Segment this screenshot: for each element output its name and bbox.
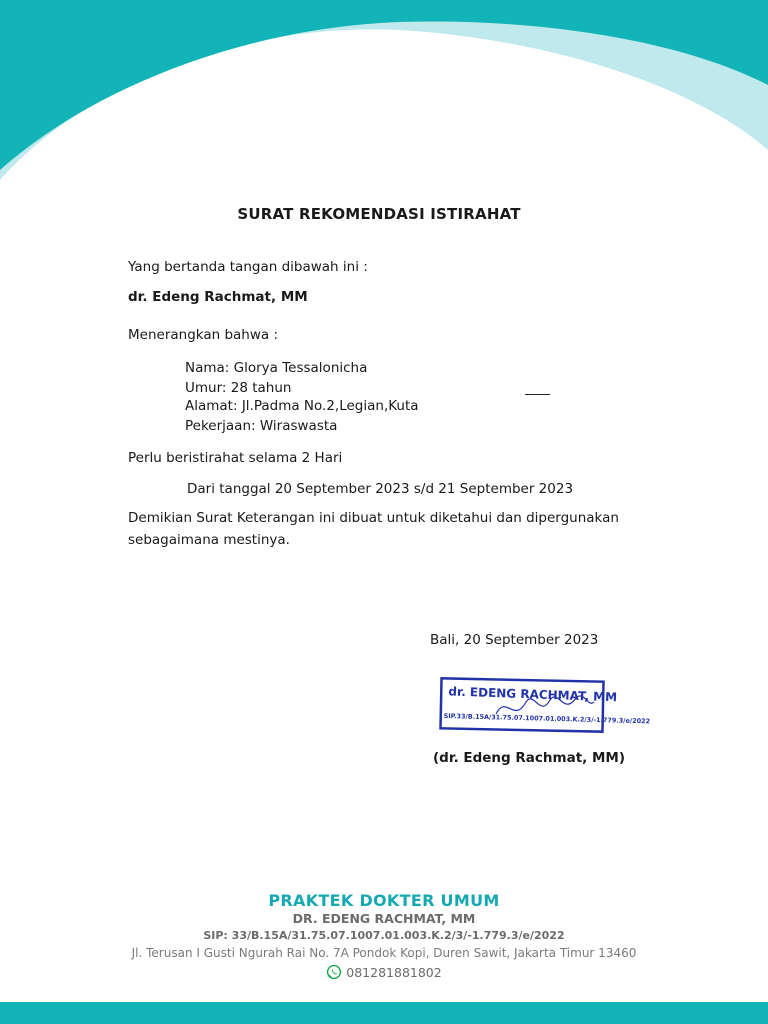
- footer-doctor-name: DR. EDENG RACHMAT, MM: [292, 911, 476, 926]
- patient-occupation: Pekerjaan: Wiraswasta: [185, 418, 338, 434]
- doctor-name: dr. Edeng Rachmat, MM: [128, 289, 308, 305]
- doctor-stamp: [436, 672, 651, 738]
- header-wave-decoration: [0, 0, 768, 200]
- closing-text-line2: sebagaimana mestinya.: [128, 532, 290, 548]
- place-date: Bali, 20 September 2023: [430, 632, 599, 648]
- svg-text:SIP.33/B.15A/31.75.07.1007.01.: SIP.33/B.15A/31.75.07.1007.01.003.K.2/3/-1.779.3/e/2022: [443, 711, 651, 726]
- intro-text: Yang bertanda tangan dibawah ini :: [128, 259, 368, 275]
- signature-name: (dr. Edeng Rachmat, MM): [433, 750, 626, 766]
- date-range: Dari tanggal 20 September 2023 s/d 21 September 2023: [187, 481, 574, 497]
- footer-practice-title: PRAKTEK DOKTER UMUM: [268, 891, 500, 910]
- footer-phone-number: 081281881802: [346, 964, 442, 980]
- underline-mark: [525, 394, 550, 395]
- patient-age: Umur: 28 tahun: [185, 380, 292, 396]
- patient-name: Nama: Glorya Tessalonicha: [185, 360, 368, 376]
- closing-text-line1: Demikian Surat Keterangan ini dibuat untuk diketahui dan dipergunakan: [128, 510, 619, 526]
- footer-address: Jl. Terusan I Gusti Ngurah Rai No. 7A Pondok Kopi, Duren Sawit, Jakarta Timur 13460: [131, 946, 637, 960]
- footer-sip: SIP: 33/B.15A/31.75.07.1007.01.003.K.2/3/-1.779.3/e/2022: [203, 929, 565, 942]
- footer-phone: [0, 964, 768, 980]
- patient-address: Alamat: Jl.Padma No.2,Legian,Kuta: [185, 398, 419, 414]
- rest-duration: Perlu beristirahat selama 2 Hari: [128, 450, 343, 466]
- svg-text:dr. EDENG RACHMAT, MM: dr. EDENG RACHMAT, MM: [448, 684, 618, 705]
- whatsapp-icon: [326, 964, 342, 980]
- footer-bar: [0, 1002, 768, 1024]
- document-title: SURAT REKOMENDASI ISTIRAHAT: [237, 205, 521, 223]
- states-label: Menerangkan bahwa :: [128, 327, 279, 343]
